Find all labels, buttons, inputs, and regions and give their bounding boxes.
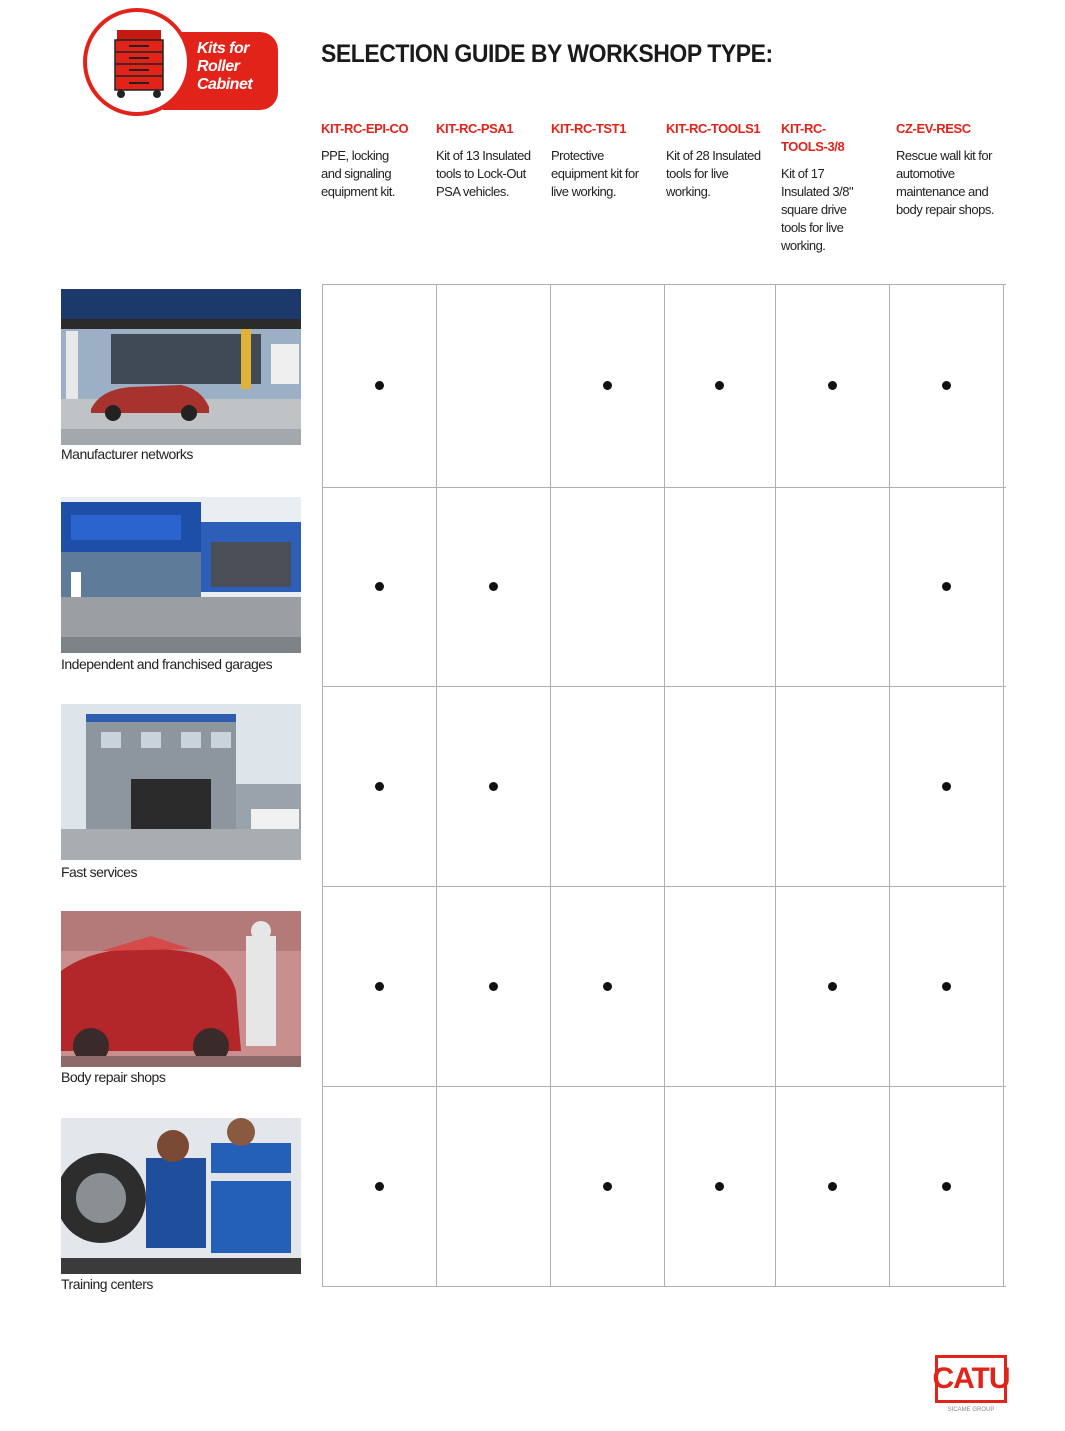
- grid-line: [322, 686, 1006, 687]
- selection-dot: [603, 982, 612, 991]
- grid-line: [322, 284, 1006, 285]
- logo-text: CATU: [932, 1362, 1010, 1395]
- kit-code: KIT-RC-PSA1: [436, 121, 514, 136]
- manufacturer-networks-photo: [61, 289, 301, 445]
- training-centers-photo: [61, 1118, 301, 1274]
- selection-dot: [942, 1182, 951, 1191]
- kit-code: KIT-RC-TOOLS-3/8: [781, 121, 845, 154]
- grid-line: [322, 1286, 1006, 1287]
- kits-badge: [83, 8, 283, 123]
- selection-dot: [603, 381, 612, 390]
- selection-dot: [489, 982, 498, 991]
- logo-box: [932, 1355, 1010, 1403]
- independent-garages-photo: [61, 497, 301, 653]
- kit-header-3: [551, 120, 661, 201]
- grid-line: [1003, 284, 1004, 1287]
- selection-dot: [489, 782, 498, 791]
- selection-dot: [489, 582, 498, 591]
- kit-header-6: [896, 120, 1006, 219]
- fast-services-photo: [61, 704, 301, 860]
- selection-dot: [375, 782, 384, 791]
- workshop-label: Fast services: [61, 864, 137, 880]
- badge-line-1: Kits for: [197, 40, 249, 57]
- page-title: SELECTION GUIDE BY WORKSHOP TYPE:: [321, 40, 773, 68]
- selection-dot: [715, 1182, 724, 1191]
- kit-header-4: [666, 120, 776, 201]
- selection-dot: [942, 982, 951, 991]
- kit-code: KIT-RC-TOOLS1: [666, 121, 761, 136]
- workshop-label: Manufacturer networks: [61, 446, 193, 462]
- kit-code: KIT-RC-TST1: [551, 121, 627, 136]
- workshop-label: Body repair shops: [61, 1069, 166, 1085]
- kit-header-1: [321, 120, 431, 201]
- catu-logo: [932, 1355, 1015, 1417]
- kit-description: Kit of 28 Insulated tools for live working.: [666, 148, 761, 199]
- selection-dot: [942, 381, 951, 390]
- workshop-label: Training centers: [61, 1276, 153, 1292]
- logo-subtitle: SICAME GROUP: [947, 1407, 995, 1413]
- grid-line: [322, 1086, 1006, 1087]
- body-repair-shops-photo: [61, 911, 301, 1067]
- grid-line: [322, 284, 323, 1287]
- selection-dot: [828, 381, 837, 390]
- badge-line-2: Roller: [197, 58, 240, 75]
- selection-dot: [942, 782, 951, 791]
- badge-line-3: Cabinet: [197, 76, 253, 93]
- roller-cabinet-icon: [111, 28, 167, 100]
- grid-line: [322, 487, 1006, 488]
- selection-dot: [828, 982, 837, 991]
- badge-circle: [83, 8, 191, 116]
- grid-line: [550, 284, 551, 1287]
- grid-line: [775, 284, 776, 1287]
- kit-header-2: [436, 120, 546, 201]
- kit-header-5: [781, 120, 891, 255]
- kit-code: CZ-EV-RESC: [896, 121, 971, 136]
- kit-description: Kit of 13 Insulated tools to Lock-Out PSA vehicles.: [436, 148, 531, 199]
- selection-dot: [375, 582, 384, 591]
- grid-line: [436, 284, 437, 1287]
- selection-dot: [942, 582, 951, 591]
- kit-description: Kit of 17 Insulated 3/8" square drive tools for live working.: [781, 166, 854, 253]
- kit-description: Rescue wall kit for automotive maintenance and body repair shops.: [896, 148, 994, 217]
- grid-line: [322, 886, 1006, 887]
- workshop-label: Independent and franchised garages: [61, 656, 273, 672]
- selection-dot: [715, 381, 724, 390]
- kit-code: KIT-RC-EPI-CO: [321, 121, 409, 136]
- selection-dot: [375, 1182, 384, 1191]
- kit-description: PPE, locking and signaling equipment kit.: [321, 148, 395, 199]
- selection-dot: [603, 1182, 612, 1191]
- selection-dot: [375, 381, 384, 390]
- selection-grid: [322, 284, 1004, 1287]
- kit-description: Protective equipment kit for live working.: [551, 148, 639, 199]
- grid-line: [889, 284, 890, 1287]
- selection-dot: [375, 982, 384, 991]
- selection-dot: [828, 1182, 837, 1191]
- grid-line: [664, 284, 665, 1287]
